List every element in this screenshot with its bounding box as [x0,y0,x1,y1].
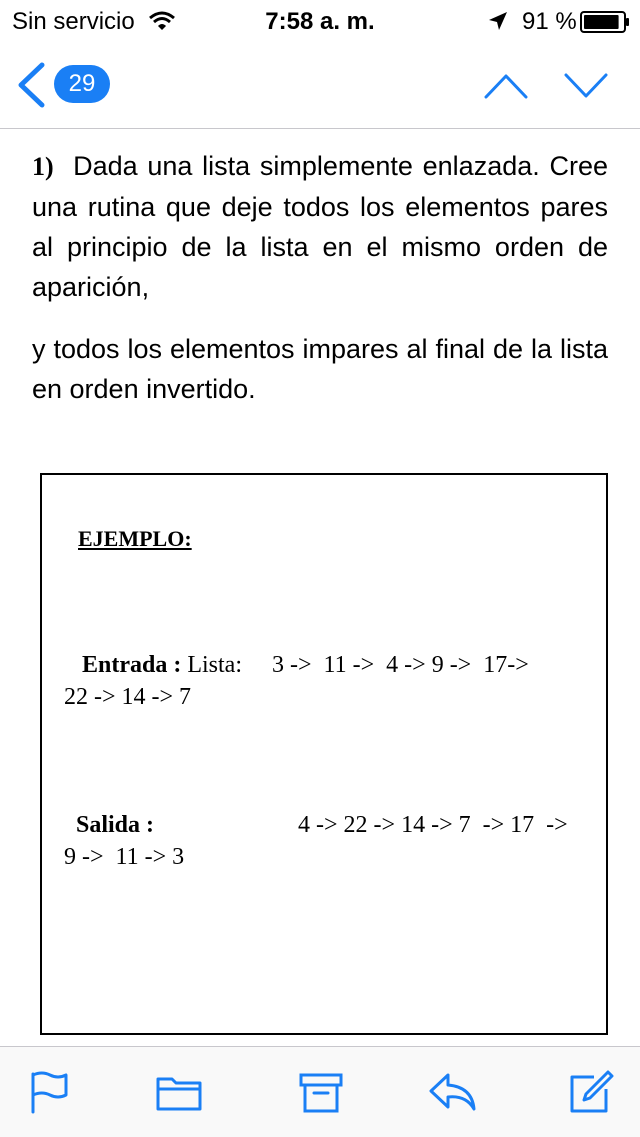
exercise-number: 1) [32,152,54,181]
back-chevron-icon[interactable] [14,62,48,108]
location-arrow-icon [488,11,508,31]
exercise-paragraph-1 [32,146,608,307]
battery-percent: 91 % [522,8,577,35]
clock: 7:58 a. m. [265,8,375,35]
bottom-toolbar [0,1046,640,1137]
output-line-2: 9 -> 11 -> 3 [64,844,185,870]
input-line-1: 3 -> 11 -> 4 -> 9 -> 17-> [272,652,529,678]
example-box [40,473,608,1035]
example-output [64,809,584,873]
example-input [64,649,584,713]
down-arrow-icon[interactable] [564,64,608,108]
output-line-1: 4 -> 22 -> 14 -> 7 -> 17 -> [298,812,568,838]
input-prefix: Lista: [187,652,242,678]
exercise-paragraph-2: y todos los elementos impares al final de la lista en orden invertido. [32,334,608,404]
flag-icon[interactable] [28,1069,74,1115]
message-nav-bar [0,42,640,129]
unread-count-badge[interactable]: 29 [54,65,110,103]
battery-icon [580,11,630,33]
folder-icon[interactable] [156,1069,202,1115]
output-label: Salida : [76,812,155,838]
reply-icon[interactable] [428,1069,478,1115]
carrier-label: Sin servicio [12,8,135,35]
input-label: Entrada : [82,652,182,678]
example-title: EJEMPLO: [78,526,192,551]
message-body [32,146,608,409]
paragraph-1-text: Dada una lista simplemente enlazada. Cree una rutina que deje todos los elementos pares al principio de la lista en el mismo orden de aparición, [32,151,608,302]
archive-icon[interactable] [298,1069,344,1115]
status-bar [0,0,640,42]
up-arrow-icon[interactable] [484,64,528,108]
compose-icon[interactable] [568,1069,614,1115]
input-line-2: 22 -> 14 -> 7 [64,684,192,710]
